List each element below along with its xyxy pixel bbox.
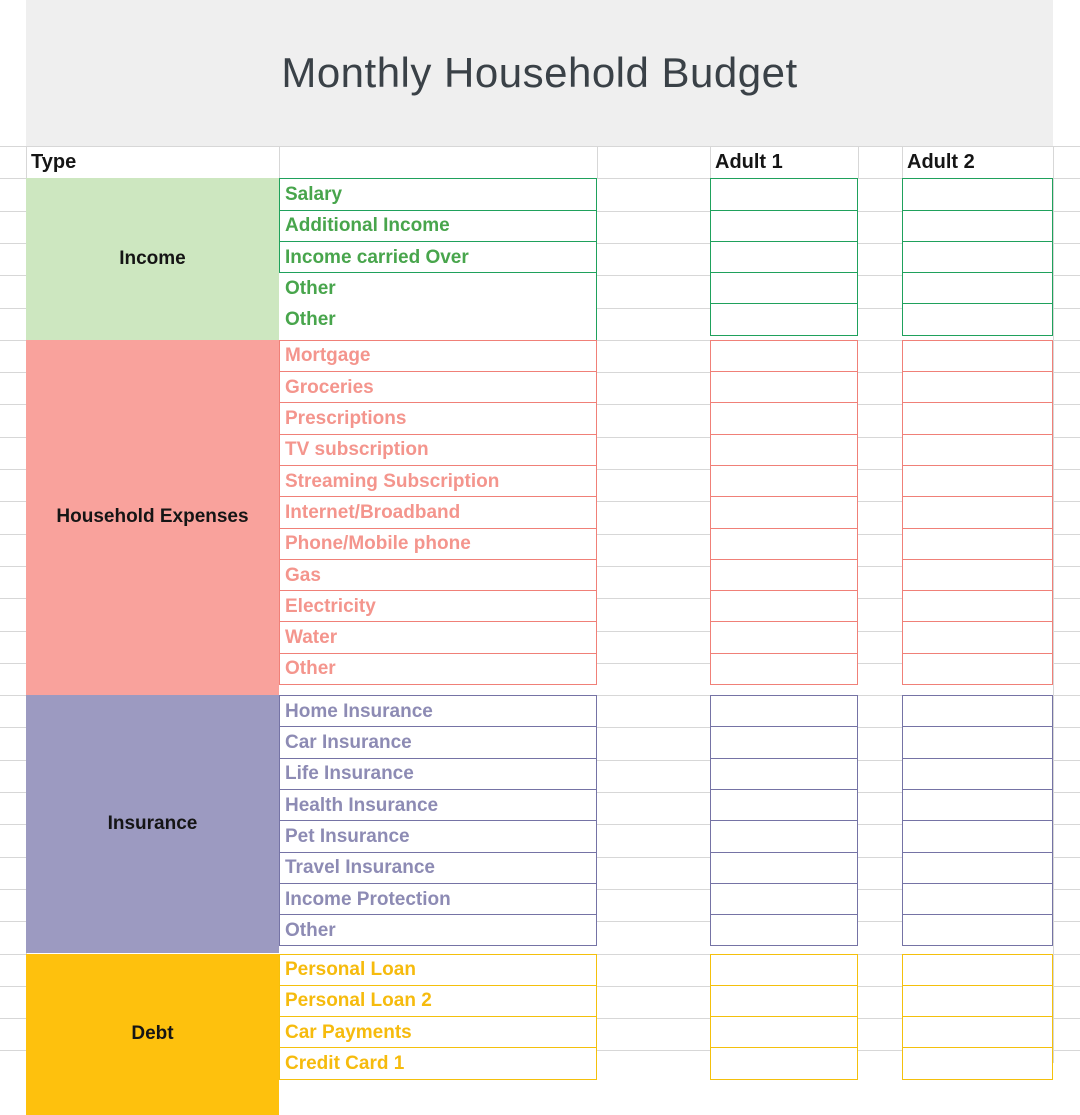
- item-label: Prescriptions: [280, 409, 406, 428]
- gridline: [597, 631, 710, 632]
- adult1-value-cell[interactable]: [710, 178, 858, 210]
- gridline: [858, 534, 902, 535]
- gridline: [597, 178, 710, 179]
- gridline: [0, 437, 26, 438]
- gridline: [597, 792, 710, 793]
- item-cell[interactable]: [279, 914, 597, 946]
- gridline: [1053, 889, 1080, 890]
- gridline: [858, 889, 902, 890]
- gridline: [1053, 501, 1080, 502]
- adult1-value-cell[interactable]: [710, 272, 858, 304]
- adult2-value-cell-column: [902, 340, 1053, 695]
- gridline: [0, 1050, 26, 1051]
- adult2-value-cell[interactable]: [902, 820, 1053, 852]
- item-label: Other: [280, 279, 336, 298]
- gridline: [1053, 921, 1080, 922]
- item-cell[interactable]: [279, 985, 597, 1017]
- adult1-value-cell[interactable]: [710, 1016, 858, 1048]
- item-cell[interactable]: [279, 272, 597, 304]
- section-label: Insurance: [108, 813, 198, 835]
- item-cell[interactable]: [279, 954, 597, 986]
- section-fill[interactable]: [26, 340, 279, 695]
- item-cell[interactable]: [279, 1016, 597, 1048]
- item-label: Other: [280, 310, 336, 329]
- adult1-value-cell[interactable]: [710, 340, 858, 372]
- item-cell[interactable]: [279, 402, 597, 434]
- item-cell-column: [279, 178, 597, 340]
- adult2-value-cell[interactable]: [902, 695, 1053, 727]
- item-label: Groceries: [280, 378, 374, 397]
- section-fill[interactable]: [26, 954, 279, 1115]
- gridline: [597, 469, 710, 470]
- adult1-value-cell[interactable]: [710, 695, 858, 727]
- gridline: [858, 760, 902, 761]
- item-label: Health Insurance: [280, 796, 438, 815]
- gridline: [858, 566, 902, 567]
- item-cell[interactable]: [279, 758, 597, 790]
- gridline: [0, 598, 26, 599]
- gridline: [0, 275, 26, 276]
- gridline: [858, 372, 902, 373]
- item-label: Car Payments: [280, 1023, 412, 1042]
- item-cell[interactable]: [279, 883, 597, 915]
- section-label: Household Expenses: [56, 506, 248, 528]
- adult1-value-cell[interactable]: [710, 653, 858, 685]
- adult2-value-cell[interactable]: [902, 726, 1053, 758]
- gridline: [597, 211, 710, 212]
- item-label: Streaming Subscription: [280, 472, 499, 491]
- gridline: [0, 308, 26, 309]
- gridline: [0, 857, 26, 858]
- adult1-value-cell[interactable]: [710, 496, 858, 528]
- gridline: [858, 727, 902, 728]
- gridline: [858, 663, 902, 664]
- gridline: [0, 889, 26, 890]
- item-cell[interactable]: [279, 340, 597, 372]
- gridline: [597, 921, 710, 922]
- gridline: [597, 824, 710, 825]
- title-banner: [26, 0, 1053, 146]
- gridline: [0, 954, 26, 955]
- item-label: Internet/Broadband: [280, 503, 460, 522]
- gridline: [597, 275, 710, 276]
- gridline: [858, 824, 902, 825]
- adult1-value-cell[interactable]: [710, 883, 858, 915]
- item-label: Pet Insurance: [280, 827, 410, 846]
- gridline: [858, 631, 902, 632]
- gridline: [1053, 986, 1080, 987]
- adult1-value-cell[interactable]: [710, 820, 858, 852]
- gridline: [597, 566, 710, 567]
- item-label: Other: [280, 659, 336, 678]
- item-cell[interactable]: [279, 210, 597, 242]
- adult1-value-cell[interactable]: [710, 402, 858, 434]
- item-cell[interactable]: [279, 559, 597, 591]
- adult1-value-cell[interactable]: [710, 465, 858, 497]
- gridline: [597, 695, 710, 696]
- item-label: Electricity: [280, 597, 376, 616]
- gridline: [858, 437, 902, 438]
- item-cell[interactable]: [279, 590, 597, 622]
- adult2-value-cell[interactable]: [902, 402, 1053, 434]
- gridline: [0, 211, 26, 212]
- gridline: [858, 404, 902, 405]
- gridline: [0, 663, 26, 664]
- item-label: Life Insurance: [280, 764, 414, 783]
- adult2-value-cell[interactable]: [902, 241, 1053, 273]
- adult2-value-cell[interactable]: [902, 434, 1053, 466]
- adult2-value-cell[interactable]: [902, 272, 1053, 304]
- gridline: [858, 340, 902, 341]
- gridline: [0, 243, 26, 244]
- item-cell[interactable]: [279, 695, 597, 727]
- adult2-value-cell[interactable]: [902, 852, 1053, 884]
- gridline: [0, 566, 26, 567]
- gridline: [1053, 469, 1080, 470]
- item-cell-column: [279, 695, 597, 953]
- gridline: [0, 631, 26, 632]
- gridline: [1053, 308, 1080, 309]
- gridline: [1053, 340, 1080, 341]
- gridline: [0, 178, 26, 179]
- item-label: Additional Income: [280, 216, 450, 235]
- gridline: [0, 824, 26, 825]
- adult1-value-cell-column: [710, 340, 858, 695]
- adult1-value-cell[interactable]: [710, 914, 858, 946]
- gridline: [597, 243, 710, 244]
- gridline: [858, 1018, 902, 1019]
- gridline: [0, 986, 26, 987]
- adult2-value-cell-column: [902, 695, 1053, 953]
- column-header-type[interactable]: Type: [26, 146, 284, 178]
- gridline: [0, 534, 26, 535]
- gridline: [1053, 954, 1080, 955]
- gridline: [597, 598, 710, 599]
- item-cell-column: [279, 954, 597, 1083]
- gridline: [858, 178, 902, 179]
- adult1-value-cell[interactable]: [710, 434, 858, 466]
- gridline: [1053, 211, 1080, 212]
- adult1-value-cell-column: [710, 695, 858, 953]
- column-header-adult1[interactable]: Adult 1: [710, 146, 863, 178]
- item-label: Home Insurance: [280, 702, 433, 721]
- adult2-value-cell[interactable]: [902, 758, 1053, 790]
- gridline: [597, 308, 710, 309]
- adult1-value-cell[interactable]: [710, 954, 858, 986]
- adult2-value-cell[interactable]: [902, 621, 1053, 653]
- item-cell[interactable]: [279, 1047, 597, 1079]
- gridline: [0, 1018, 26, 1019]
- adult2-value-cell[interactable]: [902, 1016, 1053, 1048]
- page-title: Monthly Household Budget: [281, 49, 797, 97]
- item-label: Personal Loan: [280, 960, 416, 979]
- adult1-value-cell[interactable]: [710, 758, 858, 790]
- gridline: [858, 243, 902, 244]
- adult1-value-cell[interactable]: [710, 726, 858, 758]
- adult2-value-cell-column: [902, 954, 1053, 1083]
- adult2-value-cell[interactable]: [902, 210, 1053, 242]
- item-cell-column: [279, 340, 597, 695]
- gridline: [597, 760, 710, 761]
- gridline: [1053, 146, 1054, 1063]
- gridline: [1053, 727, 1080, 728]
- column-header-adult2[interactable]: Adult 2: [902, 146, 1058, 178]
- adult1-value-cell[interactable]: [710, 528, 858, 560]
- gridline: [1053, 404, 1080, 405]
- gridline: [0, 404, 26, 405]
- gridline: [1053, 631, 1080, 632]
- gridline: [1053, 760, 1080, 761]
- gridline: [597, 437, 710, 438]
- adult2-value-cell[interactable]: [902, 340, 1053, 372]
- item-cell[interactable]: [279, 726, 597, 758]
- adult2-value-cell[interactable]: [902, 914, 1053, 946]
- adult1-value-cell-column: [710, 178, 858, 340]
- item-label: Salary: [280, 185, 342, 204]
- gridline: [858, 792, 902, 793]
- gridline: [597, 663, 710, 664]
- adult2-value-cell[interactable]: [902, 465, 1053, 497]
- gridline: [0, 469, 26, 470]
- gridline: [597, 404, 710, 405]
- section-label: Debt: [131, 1023, 173, 1045]
- item-cell[interactable]: [279, 820, 597, 852]
- adult1-value-cell[interactable]: [710, 303, 858, 335]
- gridline: [0, 727, 26, 728]
- item-label: Income carried Over: [280, 248, 469, 267]
- item-cell[interactable]: [279, 241, 597, 273]
- gridline: [1053, 1018, 1080, 1019]
- gridline: [597, 727, 710, 728]
- adult2-value-cell[interactable]: [902, 590, 1053, 622]
- gridline: [1053, 598, 1080, 599]
- adult1-value-cell[interactable]: [710, 985, 858, 1017]
- gridline: [597, 857, 710, 858]
- item-label: Personal Loan 2: [280, 991, 432, 1010]
- item-label: Water: [280, 628, 337, 647]
- adult2-value-cell[interactable]: [902, 1047, 1053, 1079]
- gridline: [1053, 534, 1080, 535]
- gridline: [597, 954, 710, 955]
- adult1-value-cell[interactable]: [710, 241, 858, 273]
- gridline: [858, 986, 902, 987]
- gridline: [1053, 243, 1080, 244]
- item-cell[interactable]: [279, 178, 597, 210]
- item-label: Other: [280, 921, 336, 940]
- item-cell[interactable]: [279, 434, 597, 466]
- gridline: [858, 695, 902, 696]
- adult2-value-cell[interactable]: [902, 496, 1053, 528]
- item-cell[interactable]: [279, 653, 597, 685]
- gridline: [858, 308, 902, 309]
- adult2-value-cell[interactable]: [902, 653, 1053, 685]
- item-cell[interactable]: [279, 465, 597, 497]
- gridline: [597, 986, 710, 987]
- gridline: [858, 921, 902, 922]
- gridline: [858, 954, 902, 955]
- adult2-value-cell[interactable]: [902, 789, 1053, 821]
- item-cell[interactable]: [279, 371, 597, 403]
- gridline: [597, 340, 710, 341]
- gridline: [597, 889, 710, 890]
- gridline: [0, 372, 26, 373]
- gridline: [597, 1018, 710, 1019]
- adult2-value-cell[interactable]: [902, 954, 1053, 986]
- adult1-value-cell[interactable]: [710, 789, 858, 821]
- adult1-value-cell[interactable]: [710, 1047, 858, 1079]
- item-cell[interactable]: [279, 528, 597, 560]
- adult1-value-cell[interactable]: [710, 621, 858, 653]
- gridline: [1053, 437, 1080, 438]
- item-label: Mortgage: [280, 346, 371, 365]
- gridline: [597, 146, 598, 178]
- gridline: [1053, 178, 1080, 179]
- gridline: [0, 921, 26, 922]
- adult1-value-cell[interactable]: [710, 559, 858, 591]
- item-cell[interactable]: [279, 789, 597, 821]
- adult1-value-cell[interactable]: [710, 590, 858, 622]
- gridline: [597, 501, 710, 502]
- adult2-value-cell[interactable]: [902, 178, 1053, 210]
- gridline: [1053, 1050, 1080, 1051]
- item-cell[interactable]: [279, 852, 597, 884]
- item-cell[interactable]: [279, 303, 597, 335]
- item-label: Car Insurance: [280, 733, 412, 752]
- gridline: [1053, 663, 1080, 664]
- adult1-value-cell-column: [710, 954, 858, 1083]
- gridline: [1053, 695, 1080, 696]
- gridline: [0, 760, 26, 761]
- gridline: [858, 469, 902, 470]
- adult1-value-cell[interactable]: [710, 371, 858, 403]
- gridline: [0, 695, 26, 696]
- item-label: TV subscription: [280, 440, 429, 459]
- gridline: [1053, 372, 1080, 373]
- section-fill[interactable]: [26, 695, 279, 953]
- gridline: [1053, 275, 1080, 276]
- gridline: [597, 534, 710, 535]
- gridline: [0, 792, 26, 793]
- item-label: Income Protection: [280, 890, 451, 909]
- gridline: [1053, 566, 1080, 567]
- gridline: [597, 372, 710, 373]
- gridline: [0, 501, 26, 502]
- gridline: [858, 211, 902, 212]
- item-label: Travel Insurance: [280, 858, 435, 877]
- gridline: [1053, 792, 1080, 793]
- cell-border: [596, 178, 597, 340]
- gridline: [858, 275, 902, 276]
- gridline: [858, 1050, 902, 1051]
- gridline: [597, 1050, 710, 1051]
- gridline: [1053, 857, 1080, 858]
- section-label: Income: [119, 248, 186, 270]
- adult2-value-cell[interactable]: [902, 985, 1053, 1017]
- gridline: [1053, 824, 1080, 825]
- item-label: Gas: [280, 566, 321, 585]
- adult2-value-cell[interactable]: [902, 303, 1053, 335]
- gridline: [858, 598, 902, 599]
- item-cell[interactable]: [279, 496, 597, 528]
- item-label: Credit Card 1: [280, 1054, 404, 1073]
- item-label: Phone/Mobile phone: [280, 534, 471, 553]
- adult1-value-cell[interactable]: [710, 852, 858, 884]
- adult2-value-cell[interactable]: [902, 559, 1053, 591]
- adult2-value-cell[interactable]: [902, 883, 1053, 915]
- adult2-value-cell-column: [902, 178, 1053, 340]
- adult1-value-cell[interactable]: [710, 210, 858, 242]
- gridline: [858, 857, 902, 858]
- item-cell[interactable]: [279, 621, 597, 653]
- adult2-value-cell[interactable]: [902, 371, 1053, 403]
- gridline: [0, 340, 26, 341]
- gridline: [858, 501, 902, 502]
- section-fill[interactable]: [26, 178, 279, 340]
- adult2-value-cell[interactable]: [902, 528, 1053, 560]
